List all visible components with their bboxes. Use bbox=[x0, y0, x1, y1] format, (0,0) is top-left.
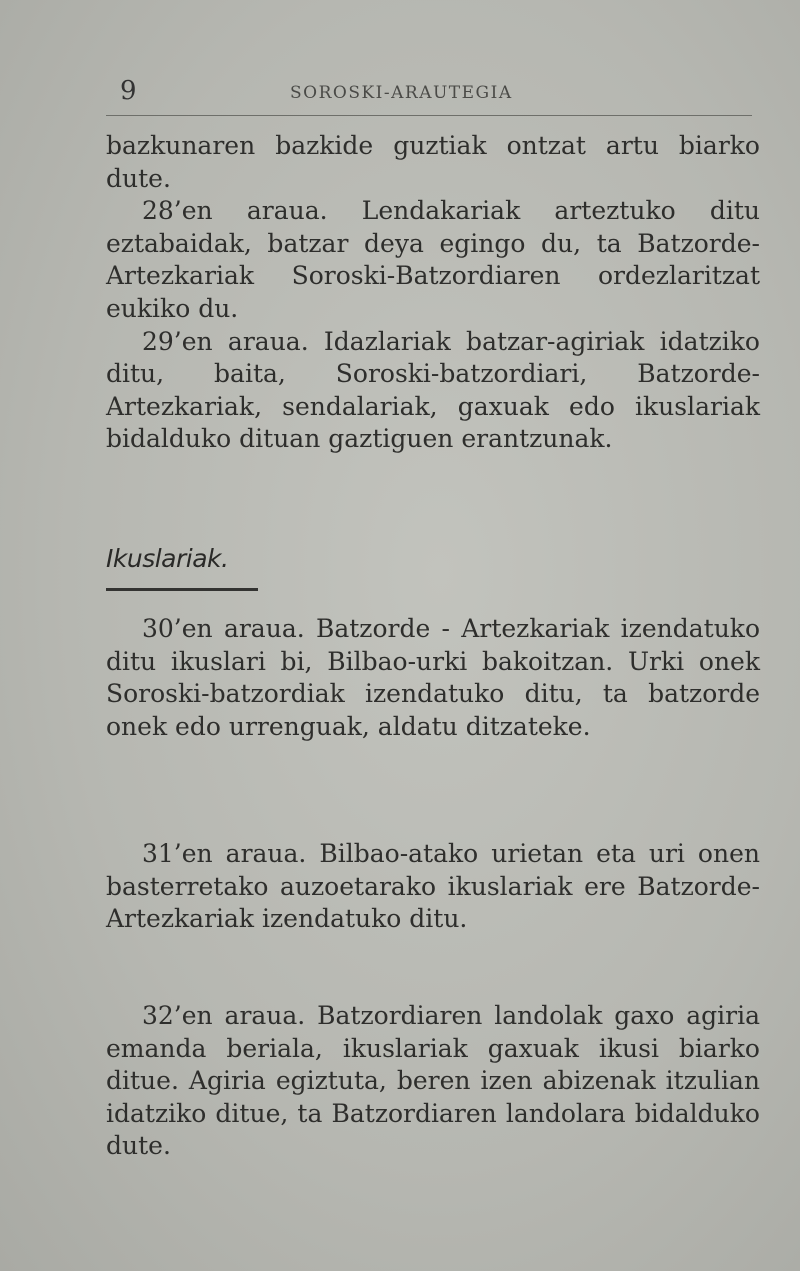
article-32: 32’en araua. Batzordiaren landolak gaxo agiria emanda beriala, ikuslariak gaxuak ikusi biarko ditue. Agiria egiztuta, beren izen abizenak itzulian idatziko ditue, ta Batzordiaren landolara bidalduko dute. bbox=[106, 1001, 760, 1161]
article-29: 29’en araua. Idazlariak batzar-agiriak idatziko ditu, baita, Soroski-batzordiari, Batzorde-Artezkariak, sendalariak, gaxuak edo ikuslariak bidalduko dituan gaztiguen erantzunak. bbox=[106, 326, 760, 454]
article-28: 28’en araua. Lendakariak arteztuko ditu eztabaidak, batzar deya egingo du, ta Batzorde-Artezkariak Soroski-Batzordiaren ordezlaritzat eukiko du. bbox=[106, 196, 760, 323]
page-header bbox=[106, 76, 756, 116]
text-block-article-30 bbox=[106, 613, 760, 743]
text-block-top bbox=[106, 130, 760, 456]
article-31: 31’en araua. Bilbao-atako urietan eta uri onen basterretako auzoetarako ikuslariak ere Batzorde-Artezkariak izendatuko ditu. bbox=[106, 839, 760, 934]
header-rule bbox=[106, 115, 752, 116]
text-block-article-31 bbox=[106, 838, 760, 936]
page-number: 9 bbox=[120, 76, 137, 106]
section-heading: Ikuslariak. bbox=[106, 544, 229, 573]
continuation-paragraph: bazkunaren bazkide guztiak ontzat artu biarko dute. bbox=[106, 131, 760, 193]
article-30: 30’en araua. Batzorde - Artezkariak izendatuko ditu ikuslari bi, Bilbao-urki bakoitzan. Urki onek Soroski-batzordiak izendatuko ditu, ta batzorde onek edo urrenguak, aldatu ditzateke. bbox=[106, 614, 760, 741]
text-block-article-32 bbox=[106, 1000, 760, 1163]
running-title: SOROSKI-ARAUTEGIA bbox=[290, 83, 513, 103]
section-heading-underline bbox=[106, 588, 258, 591]
